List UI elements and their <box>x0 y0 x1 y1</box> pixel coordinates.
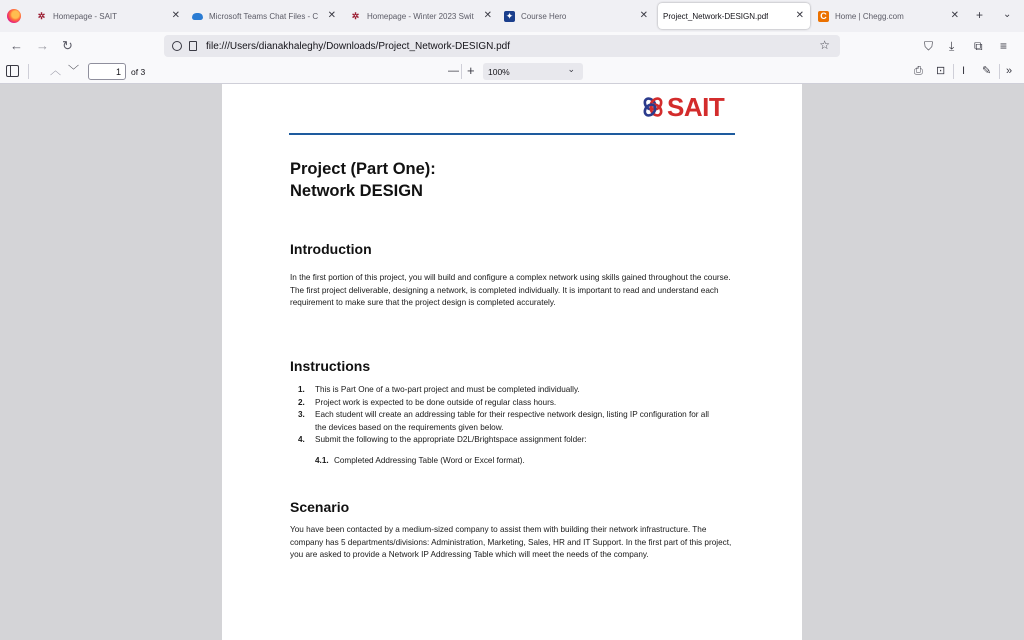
title-line-1: Project (Part One): <box>290 160 436 178</box>
firefox-icon[interactable] <box>7 9 21 23</box>
close-tab-icon[interactable]: ✕ <box>483 10 492 21</box>
sait-logo <box>642 92 724 122</box>
page-info-icon[interactable] <box>189 41 197 51</box>
onedrive-cloud-icon <box>192 11 203 22</box>
course-hero-icon: ✦ <box>505 10 514 21</box>
close-tab-icon[interactable]: ✕ <box>171 10 180 21</box>
instructions-list <box>298 384 718 447</box>
bookmark-star-icon[interactable]: ☆ <box>819 38 830 52</box>
zoom-value: 100% <box>488 66 510 77</box>
list-item: 4. Submit the following to the appropriate D2L/Brightspace assignment folder: <box>298 435 587 445</box>
sidebar-toggle-icon[interactable] <box>6 65 19 77</box>
instructions-heading: Instructions <box>290 358 371 374</box>
introduction-text: In the first portion of this project, you will build and configure a complex network using skills gained throughout the course. The first project deliverable, designing a network, is completed individually. It is important to read and understand each requirement to make sure that the project design is completed accurately. <box>290 273 731 308</box>
tab-strip <box>0 0 1024 32</box>
list-item: 1. This is Part One of a two-part project and must be completed individually. <box>298 385 580 394</box>
text-tool-icon[interactable]: I <box>962 65 966 77</box>
downloads-icon[interactable]: ⤓ <box>949 39 955 53</box>
url-text[interactable]: file:///Users/dianakhaleghy/Downloads/Project_Network-DESIGN.pdf <box>206 40 511 52</box>
tab-teams-files[interactable] <box>192 3 342 29</box>
tab-course-hero[interactable] <box>504 3 654 29</box>
tab-label: Homepage - Winter 2023 Swit <box>367 11 474 21</box>
tab-label: Project_Network-DESIGN.pdf <box>663 11 769 21</box>
close-tab-icon[interactable]: ✕ <box>795 10 804 21</box>
print-icon[interactable]: ⎙ <box>914 65 923 77</box>
list-item: 2. Project work is expected to be done outside of regular class hours. <box>298 397 557 407</box>
page-count: of 3 <box>131 67 146 77</box>
toolbar-separator <box>999 64 1000 79</box>
toolbar-separator <box>953 64 954 79</box>
close-tab-icon[interactable]: ✕ <box>327 10 336 21</box>
next-page-icon[interactable]: ﹀ <box>68 65 79 77</box>
tab-label: Course Hero <box>521 11 567 21</box>
scenario-text: You have been contacted by a medium-sized company to assist them with building their network infrastructure. The company has 5 departments/divisions: Administration, Marketing, Sales, HR and IT Support. In the first part of this project, you are asked to provide a Network IP Addressing Table which will meet the needs of the company. <box>290 525 732 560</box>
tab-homepage-winter[interactable] <box>350 3 498 29</box>
tools-menu-icon[interactable]: » <box>1006 65 1013 77</box>
tab-homepage-sait[interactable] <box>36 3 186 29</box>
sait-icon: ✲ <box>351 10 360 21</box>
tracking-protection-icon[interactable] <box>172 41 182 51</box>
save-icon[interactable]: ⊡ <box>936 65 946 77</box>
title-line-2: Network DESIGN <box>290 182 423 200</box>
zoom-out-icon[interactable]: — <box>448 65 459 77</box>
pocket-icon[interactable]: ⛉ <box>924 39 934 53</box>
tab-label: Homepage - SAIT <box>53 11 118 21</box>
toolbar-separator <box>28 64 29 79</box>
toolbar-separator <box>461 64 462 79</box>
introduction-heading: Introduction <box>290 241 372 257</box>
tab-label: Microsoft Teams Chat Files - C <box>209 11 319 21</box>
draw-tool-icon[interactable]: ✎ <box>982 65 992 77</box>
sub-item-text: Completed Addressing Table (Word or Excel format). <box>333 456 525 465</box>
document-title <box>290 158 436 202</box>
tab-project-pdf[interactable] <box>658 3 810 29</box>
list-all-tabs-icon[interactable]: ⌄ <box>1003 9 1012 20</box>
url-bar[interactable] <box>164 35 840 57</box>
pdf-toolbar <box>0 60 1024 84</box>
zoom-select[interactable] <box>483 63 583 80</box>
sub-list-item <box>315 456 525 465</box>
sait-logo-text: SAIT <box>667 92 725 122</box>
close-tab-icon[interactable]: ✕ <box>950 10 959 21</box>
new-tab-icon[interactable]: + <box>976 8 984 22</box>
tab-chegg[interactable] <box>815 3 965 29</box>
menu-icon[interactable]: ≡ <box>1000 39 1008 53</box>
scenario-heading: Scenario <box>290 499 350 515</box>
close-tab-icon[interactable]: ✕ <box>639 10 648 21</box>
forward-icon[interactable]: → <box>36 38 49 53</box>
sait-logo-mark-icon <box>642 96 664 118</box>
chevron-down-icon: ⌄ <box>567 64 575 74</box>
reload-icon[interactable]: ↻ <box>62 38 73 53</box>
zoom-in-icon[interactable]: + <box>467 63 475 78</box>
page-number-input[interactable] <box>88 63 126 80</box>
tab-label: Home | Chegg.com <box>835 11 904 21</box>
sub-item-number: 4.1. <box>315 456 329 465</box>
list-item: 3. Each student will create an addressing table for their respective network design, listing IP configuration for all the devices based on the requirements given below. <box>298 410 709 432</box>
sait-icon: ✲ <box>37 10 46 21</box>
chegg-icon: C <box>818 11 829 22</box>
previous-page-icon[interactable]: ︿ <box>50 65 61 77</box>
pdf-page <box>222 84 802 640</box>
back-icon[interactable]: ← <box>10 38 23 53</box>
extensions-icon[interactable]: ⧉ <box>974 39 983 53</box>
navigation-toolbar <box>0 32 1024 60</box>
header-rule <box>289 133 735 135</box>
